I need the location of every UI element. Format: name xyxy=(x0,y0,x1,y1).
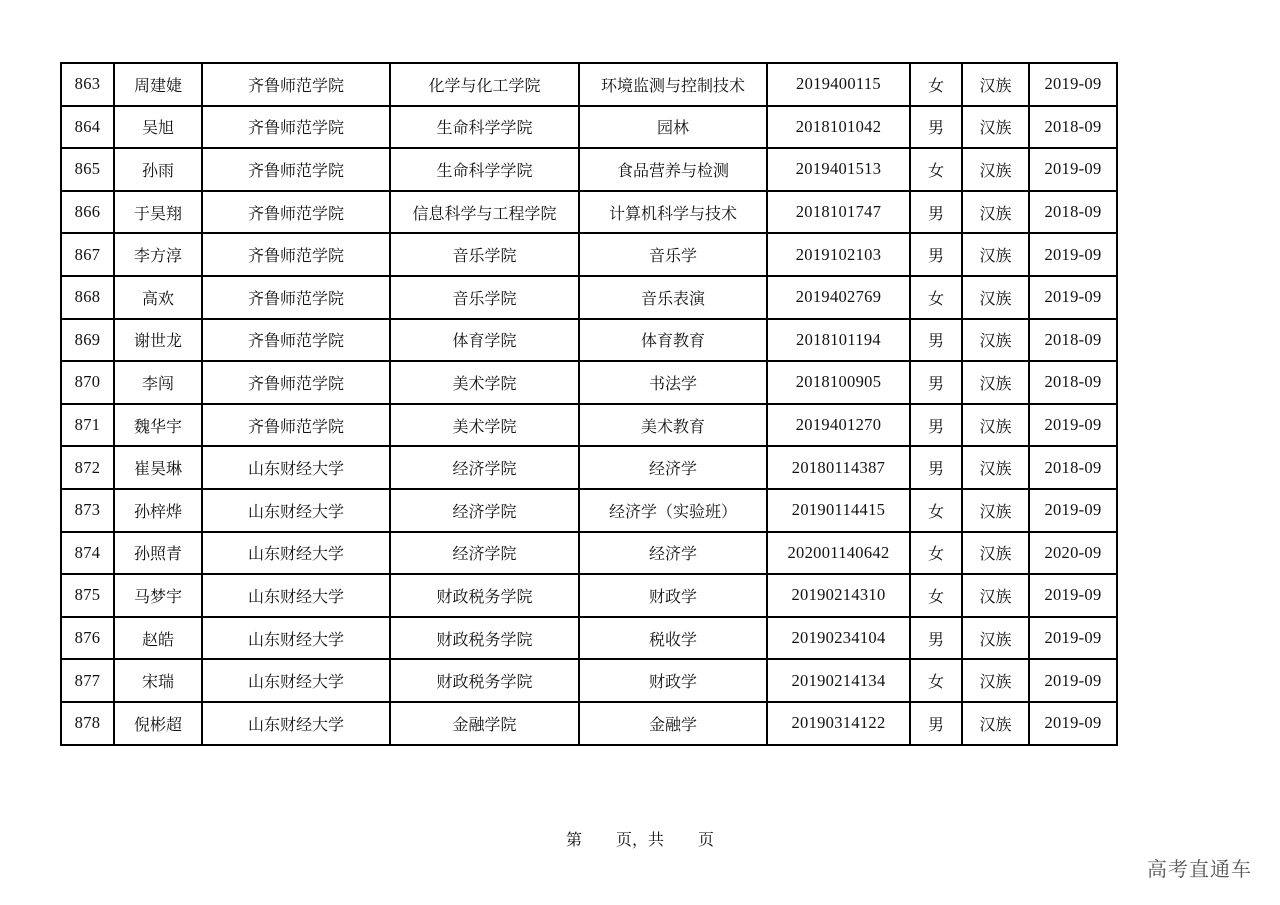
cell-enrollment-date: 2019-09 xyxy=(1029,574,1117,617)
cell-college: 生命科学学院 xyxy=(390,148,579,191)
cell-gender: 男 xyxy=(910,446,962,489)
page-footer xyxy=(0,827,1280,850)
cell-student-name: 崔昊琳 xyxy=(114,446,202,489)
table-row xyxy=(61,319,1117,362)
cell-ethnicity: 汉族 xyxy=(962,191,1029,234)
cell-row-number: 878 xyxy=(61,702,114,745)
cell-student-id: 20190114415 xyxy=(767,489,910,532)
cell-student-name: 魏华宇 xyxy=(114,404,202,447)
cell-student-name: 宋瑞 xyxy=(114,659,202,702)
cell-college: 经济学院 xyxy=(390,532,579,575)
cell-enrollment-date: 2019-09 xyxy=(1029,617,1117,660)
cell-enrollment-date: 2020-09 xyxy=(1029,532,1117,575)
cell-college: 音乐学院 xyxy=(390,233,579,276)
table-row xyxy=(61,446,1117,489)
cell-student-name: 马梦宇 xyxy=(114,574,202,617)
cell-gender: 女 xyxy=(910,659,962,702)
cell-student-name: 高欢 xyxy=(114,276,202,319)
cell-university: 齐鲁师范学院 xyxy=(202,148,390,191)
cell-college: 经济学院 xyxy=(390,446,579,489)
cell-university: 山东财经大学 xyxy=(202,489,390,532)
cell-student-id: 20180114387 xyxy=(767,446,910,489)
cell-major: 财政学 xyxy=(579,574,767,617)
cell-major: 园林 xyxy=(579,106,767,149)
cell-ethnicity: 汉族 xyxy=(962,361,1029,404)
cell-student-id: 2019401513 xyxy=(767,148,910,191)
cell-student-id: 20190214310 xyxy=(767,574,910,617)
cell-row-number: 872 xyxy=(61,446,114,489)
cell-student-id: 2018100905 xyxy=(767,361,910,404)
cell-student-name: 赵皓 xyxy=(114,617,202,660)
cell-student-id: 2019402769 xyxy=(767,276,910,319)
table-row xyxy=(61,63,1117,106)
table-row xyxy=(61,276,1117,319)
cell-university: 齐鲁师范学院 xyxy=(202,404,390,447)
cell-student-name: 孙照青 xyxy=(114,532,202,575)
cell-university: 山东财经大学 xyxy=(202,446,390,489)
cell-ethnicity: 汉族 xyxy=(962,702,1029,745)
cell-major: 经济学（实验班） xyxy=(579,489,767,532)
cell-university: 齐鲁师范学院 xyxy=(202,233,390,276)
cell-university: 齐鲁师范学院 xyxy=(202,361,390,404)
cell-major: 经济学 xyxy=(579,532,767,575)
cell-row-number: 874 xyxy=(61,532,114,575)
watermark-text: 高考直通车 xyxy=(1147,857,1252,881)
cell-row-number: 863 xyxy=(61,63,114,106)
cell-enrollment-date: 2019-09 xyxy=(1029,659,1117,702)
cell-major: 计算机科学与技术 xyxy=(579,191,767,234)
cell-student-id: 20190214134 xyxy=(767,659,910,702)
cell-student-name: 谢世龙 xyxy=(114,319,202,362)
cell-enrollment-date: 2018-09 xyxy=(1029,361,1117,404)
cell-row-number: 868 xyxy=(61,276,114,319)
cell-ethnicity: 汉族 xyxy=(962,446,1029,489)
cell-enrollment-date: 2019-09 xyxy=(1029,276,1117,319)
cell-row-number: 871 xyxy=(61,404,114,447)
cell-ethnicity: 汉族 xyxy=(962,319,1029,362)
cell-college: 财政税务学院 xyxy=(390,617,579,660)
cell-university: 山东财经大学 xyxy=(202,574,390,617)
cell-student-id: 2018101747 xyxy=(767,191,910,234)
cell-student-name: 于昊翔 xyxy=(114,191,202,234)
cell-student-name: 李方淳 xyxy=(114,233,202,276)
cell-gender: 男 xyxy=(910,233,962,276)
cell-row-number: 864 xyxy=(61,106,114,149)
cell-ethnicity: 汉族 xyxy=(962,489,1029,532)
cell-university: 山东财经大学 xyxy=(202,659,390,702)
cell-college: 音乐学院 xyxy=(390,276,579,319)
cell-enrollment-date: 2019-09 xyxy=(1029,404,1117,447)
cell-major: 音乐学 xyxy=(579,233,767,276)
table-row xyxy=(61,659,1117,702)
cell-major: 美术教育 xyxy=(579,404,767,447)
cell-major: 体育教育 xyxy=(579,319,767,362)
cell-student-name: 倪彬超 xyxy=(114,702,202,745)
cell-enrollment-date: 2019-09 xyxy=(1029,148,1117,191)
cell-row-number: 873 xyxy=(61,489,114,532)
cell-student-id: 20190314122 xyxy=(767,702,910,745)
cell-ethnicity: 汉族 xyxy=(962,63,1029,106)
cell-college: 经济学院 xyxy=(390,489,579,532)
cell-university: 齐鲁师范学院 xyxy=(202,106,390,149)
page-number-prefix: 第 xyxy=(565,830,582,849)
table-row xyxy=(61,233,1117,276)
cell-ethnicity: 汉族 xyxy=(962,659,1029,702)
cell-major: 环境监测与控制技术 xyxy=(579,63,767,106)
cell-student-name: 孙梓烨 xyxy=(114,489,202,532)
cell-ethnicity: 汉族 xyxy=(962,617,1029,660)
cell-student-name: 孙雨 xyxy=(114,148,202,191)
cell-gender: 女 xyxy=(910,574,962,617)
cell-student-id: 2019401270 xyxy=(767,404,910,447)
table-row xyxy=(61,574,1117,617)
cell-ethnicity: 汉族 xyxy=(962,148,1029,191)
cell-ethnicity: 汉族 xyxy=(962,404,1029,447)
cell-student-name: 周建婕 xyxy=(114,63,202,106)
cell-row-number: 877 xyxy=(61,659,114,702)
table-row xyxy=(61,489,1117,532)
table-row xyxy=(61,702,1117,745)
cell-gender: 男 xyxy=(910,106,962,149)
cell-college: 信息科学与工程学院 xyxy=(390,191,579,234)
cell-row-number: 876 xyxy=(61,617,114,660)
cell-student-id: 2018101194 xyxy=(767,319,910,362)
page-number-middle: 页，共 xyxy=(615,830,664,849)
cell-university: 山东财经大学 xyxy=(202,532,390,575)
cell-gender: 女 xyxy=(910,148,962,191)
cell-student-name: 李闯 xyxy=(114,361,202,404)
cell-major: 书法学 xyxy=(579,361,767,404)
cell-university: 齐鲁师范学院 xyxy=(202,191,390,234)
cell-gender: 男 xyxy=(910,702,962,745)
cell-college: 财政税务学院 xyxy=(390,659,579,702)
cell-ethnicity: 汉族 xyxy=(962,233,1029,276)
cell-enrollment-date: 2019-09 xyxy=(1029,702,1117,745)
cell-ethnicity: 汉族 xyxy=(962,574,1029,617)
table-row xyxy=(61,617,1117,660)
table-row xyxy=(61,106,1117,149)
cell-student-id: 2019102103 xyxy=(767,233,910,276)
cell-gender: 男 xyxy=(910,361,962,404)
cell-student-name: 吴旭 xyxy=(114,106,202,149)
student-list-table xyxy=(60,62,1118,746)
cell-university: 齐鲁师范学院 xyxy=(202,63,390,106)
cell-row-number: 867 xyxy=(61,233,114,276)
cell-student-id: 20190234104 xyxy=(767,617,910,660)
cell-gender: 男 xyxy=(910,191,962,234)
cell-enrollment-date: 2019-09 xyxy=(1029,63,1117,106)
cell-university: 齐鲁师范学院 xyxy=(202,276,390,319)
cell-row-number: 875 xyxy=(61,574,114,617)
cell-gender: 女 xyxy=(910,276,962,319)
cell-college: 生命科学学院 xyxy=(390,106,579,149)
table-row xyxy=(61,532,1117,575)
cell-student-id: 2018101042 xyxy=(767,106,910,149)
cell-ethnicity: 汉族 xyxy=(962,532,1029,575)
table-row xyxy=(61,404,1117,447)
cell-gender: 男 xyxy=(910,319,962,362)
cell-gender: 男 xyxy=(910,617,962,660)
cell-college: 财政税务学院 xyxy=(390,574,579,617)
table-body xyxy=(61,63,1117,745)
table-row xyxy=(61,148,1117,191)
cell-row-number: 869 xyxy=(61,319,114,362)
cell-enrollment-date: 2018-09 xyxy=(1029,319,1117,362)
cell-major: 音乐表演 xyxy=(579,276,767,319)
cell-enrollment-date: 2019-09 xyxy=(1029,233,1117,276)
cell-ethnicity: 汉族 xyxy=(962,276,1029,319)
page-number-suffix: 页 xyxy=(698,830,715,849)
cell-college: 金融学院 xyxy=(390,702,579,745)
cell-gender: 男 xyxy=(910,404,962,447)
cell-enrollment-date: 2018-09 xyxy=(1029,106,1117,149)
cell-major: 金融学 xyxy=(579,702,767,745)
cell-university: 山东财经大学 xyxy=(202,702,390,745)
cell-gender: 女 xyxy=(910,489,962,532)
cell-ethnicity: 汉族 xyxy=(962,106,1029,149)
cell-gender: 女 xyxy=(910,532,962,575)
cell-university: 齐鲁师范学院 xyxy=(202,319,390,362)
cell-major: 财政学 xyxy=(579,659,767,702)
table-row xyxy=(61,191,1117,234)
table-row xyxy=(61,361,1117,404)
cell-college: 美术学院 xyxy=(390,404,579,447)
cell-college: 体育学院 xyxy=(390,319,579,362)
cell-major: 税收学 xyxy=(579,617,767,660)
cell-gender: 女 xyxy=(910,63,962,106)
cell-major: 食品营养与检测 xyxy=(579,148,767,191)
cell-university: 山东财经大学 xyxy=(202,617,390,660)
cell-row-number: 866 xyxy=(61,191,114,234)
cell-row-number: 870 xyxy=(61,361,114,404)
cell-college: 美术学院 xyxy=(390,361,579,404)
cell-college: 化学与化工学院 xyxy=(390,63,579,106)
cell-row-number: 865 xyxy=(61,148,114,191)
cell-enrollment-date: 2018-09 xyxy=(1029,191,1117,234)
cell-enrollment-date: 2018-09 xyxy=(1029,446,1117,489)
cell-student-id: 2019400115 xyxy=(767,63,910,106)
cell-student-id: 202001140642 xyxy=(767,532,910,575)
cell-major: 经济学 xyxy=(579,446,767,489)
cell-enrollment-date: 2019-09 xyxy=(1029,489,1117,532)
